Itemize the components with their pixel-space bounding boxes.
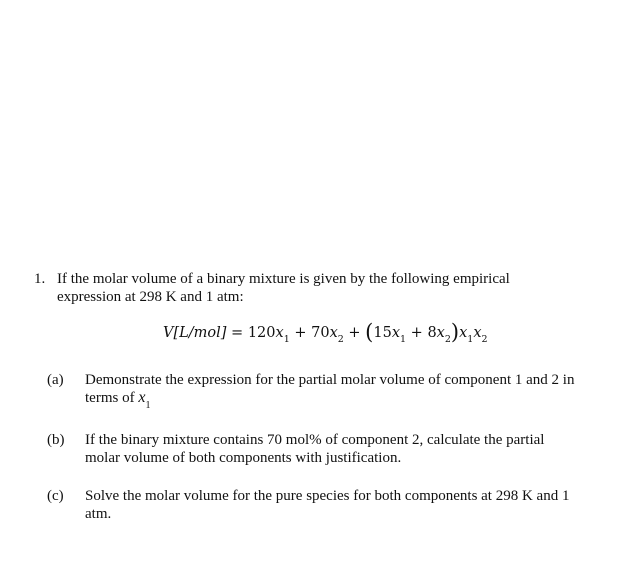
eq-var: x: [459, 325, 468, 341]
part-line-2-prefix: terms of: [85, 390, 135, 406]
eq-var: x: [473, 325, 482, 341]
eq-coef-3: 15: [373, 325, 392, 341]
eq-sub: 2: [337, 334, 344, 345]
part-line-2-sub: 1: [145, 400, 151, 411]
part-line-2: [85, 389, 590, 411]
eq-var: x: [329, 325, 338, 341]
eq-lhs-units: [L/mol]: [173, 325, 227, 341]
eq-var: x: [436, 325, 445, 341]
part-text: [85, 487, 590, 523]
part-line-1: Solve the molar volume for the pure species for both components at 298 K and 1: [85, 488, 570, 504]
part-text: [85, 371, 590, 411]
eq-open-paren: (: [365, 320, 374, 344]
eq-sub: 2: [444, 334, 451, 345]
eq-sub: 1: [283, 334, 290, 345]
eq-coef-1: 120: [247, 325, 276, 341]
eq-plus: +: [294, 325, 307, 341]
question-number: 1.: [34, 271, 46, 287]
eq-plus: +: [410, 325, 423, 341]
part-line-1: If the binary mixture contains 70 mol% of component 2, calculate the partial: [85, 432, 545, 448]
eq-lhs-var: V: [163, 325, 174, 341]
part-label: (c): [47, 488, 64, 504]
eq-equals: =: [231, 325, 244, 341]
eq-sub: 1: [400, 334, 407, 345]
part-line-2: atm.: [85, 506, 112, 522]
part-line-1: Demonstrate the expression for the partial molar volume of component 1 and 2 in: [85, 372, 575, 388]
question-text: [57, 270, 587, 306]
eq-var: x: [275, 325, 284, 341]
eq-var: x: [391, 325, 401, 341]
part-text: [85, 431, 590, 467]
part-label: (a): [47, 372, 64, 388]
eq-sub: 1: [467, 334, 474, 345]
part-line-2: molar volume of both components with justification.: [85, 450, 402, 466]
eq-plus: +: [348, 325, 361, 341]
molar-volume-equation: [163, 321, 523, 344]
part-label: (b): [47, 432, 65, 448]
eq-close-paren: ): [450, 320, 460, 344]
part-line-2-var: $x_1$: [138, 389, 151, 411]
eq-coef-4: 8: [427, 325, 437, 341]
question-line-1: If the molar volume of a binary mixture is given by the following empirical: [57, 271, 510, 287]
eq-coef-2: 70: [311, 325, 330, 341]
eq-sub: 2: [481, 334, 488, 345]
question-line-2: expression at 298 K and 1 atm:: [57, 289, 244, 305]
